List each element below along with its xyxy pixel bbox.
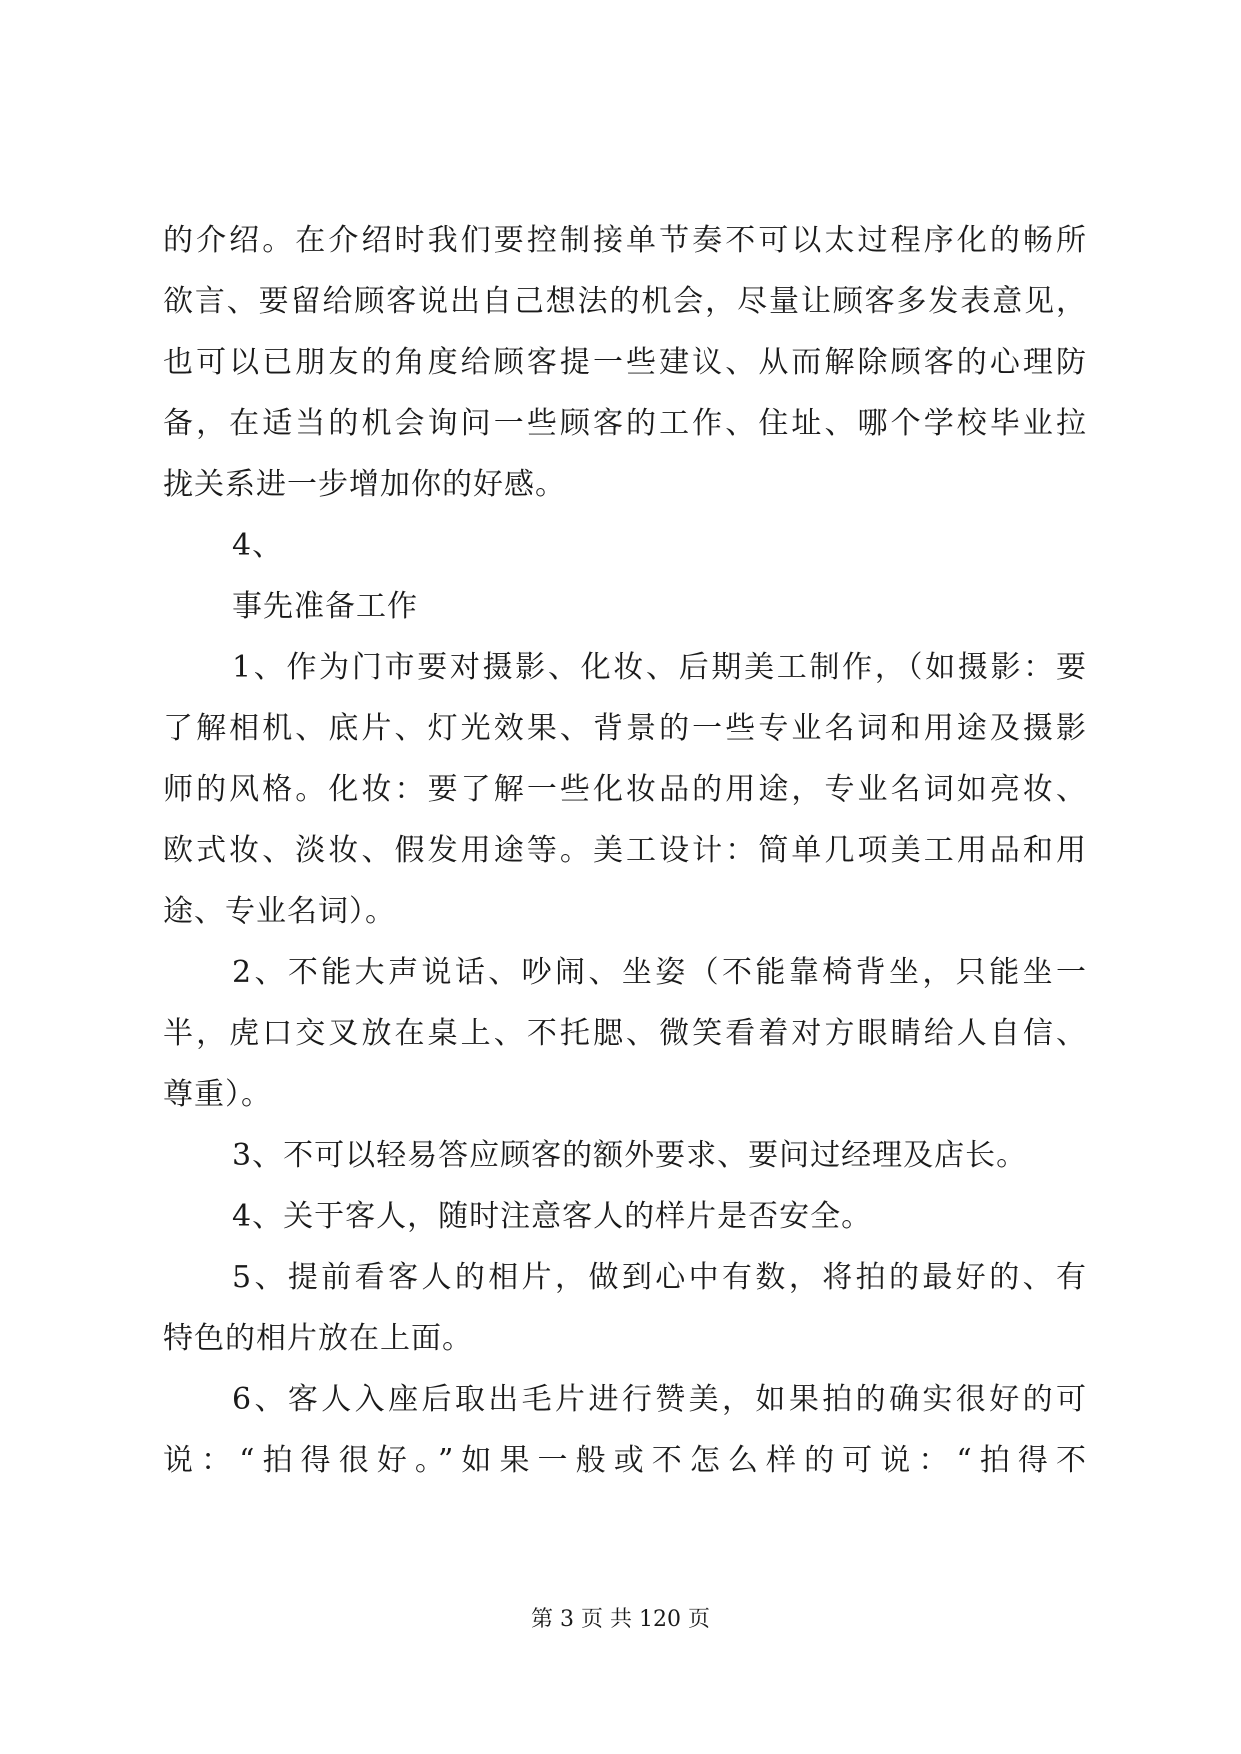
text-line: 4、	[232, 528, 284, 563]
text-line: 半，虎口交叉放在桌上、不托腮、微笑看着对方眼睛给人自信、	[163, 1016, 1087, 1051]
text-line: 尊重）。	[163, 1077, 272, 1112]
text-line: 也可以已朋友的角度给顾客提一些建议、从而解除顾客的心理防	[163, 345, 1087, 380]
text-line: 说：“拍得很好。”如果一般或不怎么样的可说：“拍得不	[163, 1443, 1087, 1478]
text-line: 5、提前看客人的相片，做到心中有数，将拍的最好的、有	[232, 1260, 1087, 1295]
text-line: 师的风格。化妆：要了解一些化妆品的用途，专业名词如亮妆、	[163, 772, 1087, 807]
page-footer: 第 3 页 共 120 页	[531, 1607, 710, 1632]
text-line: 拢关系进一步增加你的好感。	[163, 467, 566, 502]
text-line: 途、专业名词）。	[163, 894, 396, 929]
text-line: 特色的相片放在上面。	[163, 1321, 473, 1356]
text-line: 欧式妆、淡妆、假发用途等。美工设计：简单几项美工用品和用	[163, 833, 1087, 868]
text-line: 6、客人入座后取出毛片进行赞美，如果拍的确实很好的可	[232, 1382, 1087, 1417]
text-line: 1、作为门市要对摄影、化妆、后期美工制作，（如摄影：要	[232, 650, 1087, 685]
document-body	[163, 223, 1087, 1507]
text-line: 的介绍。在介绍时我们要控制接单节奏不可以太过程序化的畅所	[163, 223, 1087, 258]
text-line: 3、不可以轻易答应顾客的额外要求、要问过经理及店长。	[232, 1138, 1028, 1173]
text-line: 备，在适当的机会询问一些顾客的工作、住址、哪个学校毕业拉	[163, 406, 1087, 441]
text-line: 了解相机、底片、灯光效果、背景的一些专业名词和用途及摄影	[163, 711, 1087, 746]
text-line: 2、不能大声说话、吵闹、坐姿（不能靠椅背坐，只能坐一	[232, 955, 1087, 990]
text-line: 欲言、要留给顾客说出自己想法的机会，尽量让顾客多发表意见，	[163, 284, 1087, 319]
text-line: 事先准备工作	[232, 589, 418, 624]
text-line: 4、关于客人，随时注意客人的样片是否安全。	[232, 1199, 873, 1234]
